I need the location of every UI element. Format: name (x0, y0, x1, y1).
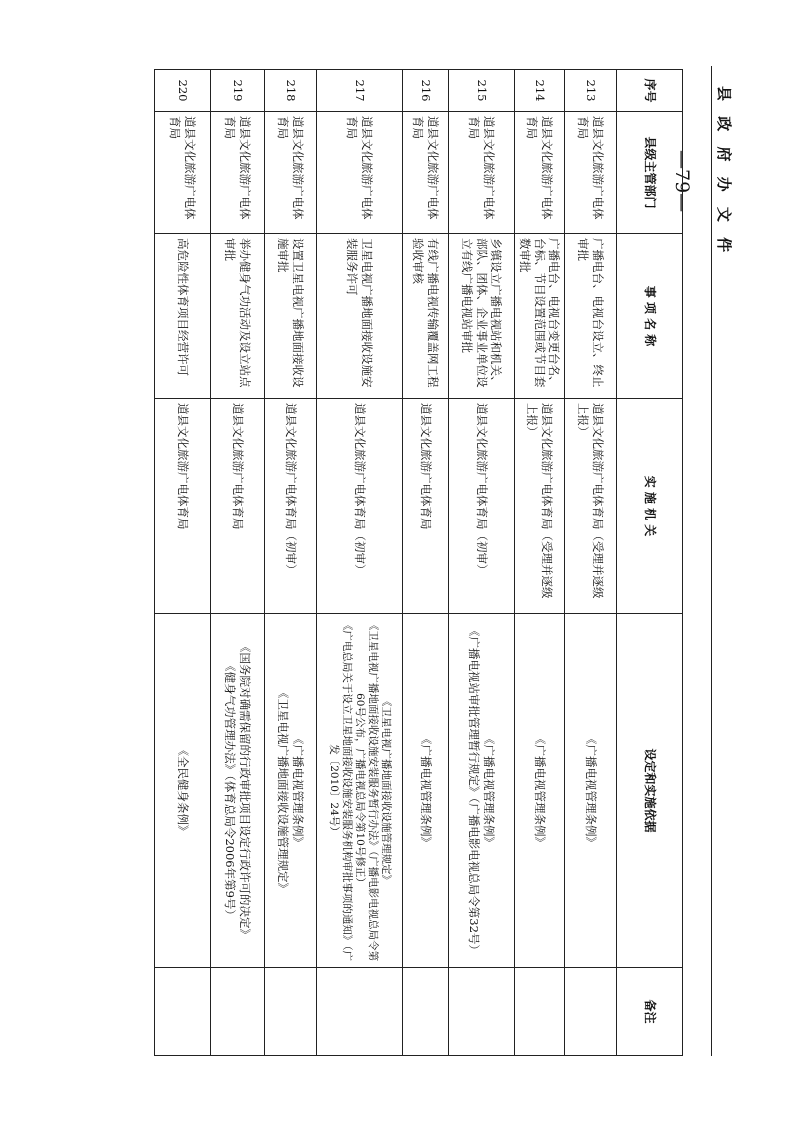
cell-basis: 《广播电视管理条例》 《广播电视站审批管理暂行规定》（广播电影电视总局令第32号） (449, 614, 515, 968)
cell-item: 高危险性体育项目经营许可 (155, 234, 211, 399)
cell-item: 举办健身气功活动及设立站点审批 (211, 234, 265, 399)
cell-item: 设置卫星电视广播地面接收设施审批 (265, 234, 317, 399)
cell-dept: 道县文化旅游广电体育局 (515, 112, 565, 234)
table-row (403, 70, 449, 1056)
cell-no: 215 (449, 70, 515, 112)
cell-no: 216 (403, 70, 449, 112)
col-header-basis: 设定和实施依据 (617, 614, 683, 968)
cell-basis: 《广播电视管理条例》 (565, 614, 617, 968)
cell-item: 广播电台、电视台变更台名、台标、节目设置范围或节目套数审批 (515, 234, 565, 399)
cell-dept: 道县文化旅游广电体育局 (317, 112, 403, 234)
header-title: 县 政 府 办 文 件 (715, 86, 733, 258)
cell-item: 乡镇设立广播电视站和机关、部队、团体、企业事业单位设立有线广播电视站审批 (449, 234, 515, 399)
cell-item: 广播电台、电视台设立、终止审批 (565, 234, 617, 399)
cell-agency: 道县文化旅游广电体育局（受理并逐级上报） (565, 399, 617, 614)
cell-note (515, 968, 565, 1056)
cell-note (265, 968, 317, 1056)
col-header-note: 备注 (617, 968, 683, 1056)
table-row (211, 70, 265, 1056)
col-header-no: 序号 (617, 70, 683, 112)
cell-dept: 道县文化旅游广电体育局 (211, 112, 265, 234)
cell-dept: 道县文化旅游广电体育局 (403, 112, 449, 234)
header-rule (711, 66, 712, 1056)
cell-basis: 《广播电视管理条例》 (515, 614, 565, 968)
cell-no: 220 (155, 70, 211, 112)
cell-note (449, 968, 515, 1056)
table-row (565, 70, 617, 1056)
cell-agency: 道县文化旅游广电体育局（初审） (449, 399, 515, 614)
cell-no: 218 (265, 70, 317, 112)
cell-basis: 《卫星电视广播地面接收设施管理规定》 《卫星电视广播地面接收设施安装服务暂行办法》（广播电影电视总局令第60号公布，广播电视总局令第10号修正） 《广电总局关于设立卫星地面接收设施安装服务机构审批事项的通知》（广发〔2010〕24号） (317, 614, 403, 968)
cell-no: 214 (515, 70, 565, 112)
cell-dept: 道县文化旅游广电体育局 (265, 112, 317, 234)
page-number: —79— (671, 150, 693, 213)
col-header-agency: 实 施 机 关 (617, 399, 683, 614)
cell-note (565, 968, 617, 1056)
table-row (515, 70, 565, 1056)
cell-agency: 道县文化旅游广电体育局（受理并逐级上报） (515, 399, 565, 614)
cell-dept: 道县文化旅游广电体育局 (449, 112, 515, 234)
table-row (317, 70, 403, 1056)
cell-note (155, 968, 211, 1056)
table-row (449, 70, 515, 1056)
cell-note (317, 968, 403, 1056)
cell-note (211, 968, 265, 1056)
cell-agency: 道县文化旅游广电体育局（初审） (265, 399, 317, 614)
cell-agency: 道县文化旅游广电体育局 (211, 399, 265, 614)
cell-no: 219 (211, 70, 265, 112)
cell-item: 卫星电视广播地面接收设施安装服务许可 (317, 234, 403, 399)
cell-item: 有线广播电视传输覆盖网工程验收审核 (403, 234, 449, 399)
col-header-dept: 县级主管部门 (617, 112, 683, 234)
cell-dept: 道县文化旅游广电体育局 (155, 112, 211, 234)
cell-basis: 《国务院对确需保留的行政审批项目设定行政许可的决定》 《健身气功管理办法》（体育总局令2006年第9号） (211, 614, 265, 968)
cell-basis: 《广播电视管理条例》 (403, 614, 449, 968)
cell-agency: 道县文化旅游广电体育局 (403, 399, 449, 614)
col-header-item: 事 项 名 称 (617, 234, 683, 399)
cell-dept: 道县文化旅游广电体育局 (565, 112, 617, 234)
cell-basis: 《广播电视管理条例》 《卫星电视广播地面接收设施管理规定》 (265, 614, 317, 968)
cell-no: 217 (317, 70, 403, 112)
approval-items-table (154, 69, 683, 1056)
cell-agency: 道县文化旅游广电体育局 (155, 399, 211, 614)
cell-note (403, 968, 449, 1056)
cell-basis: 《全民健身条例》 (155, 614, 211, 968)
table-row (155, 70, 211, 1056)
table-container (155, 69, 683, 1055)
table-header-row (617, 70, 683, 1056)
cell-agency: 道县文化旅游广电体育局（初审） (317, 399, 403, 614)
cell-no: 213 (565, 70, 617, 112)
table-row (265, 70, 317, 1056)
